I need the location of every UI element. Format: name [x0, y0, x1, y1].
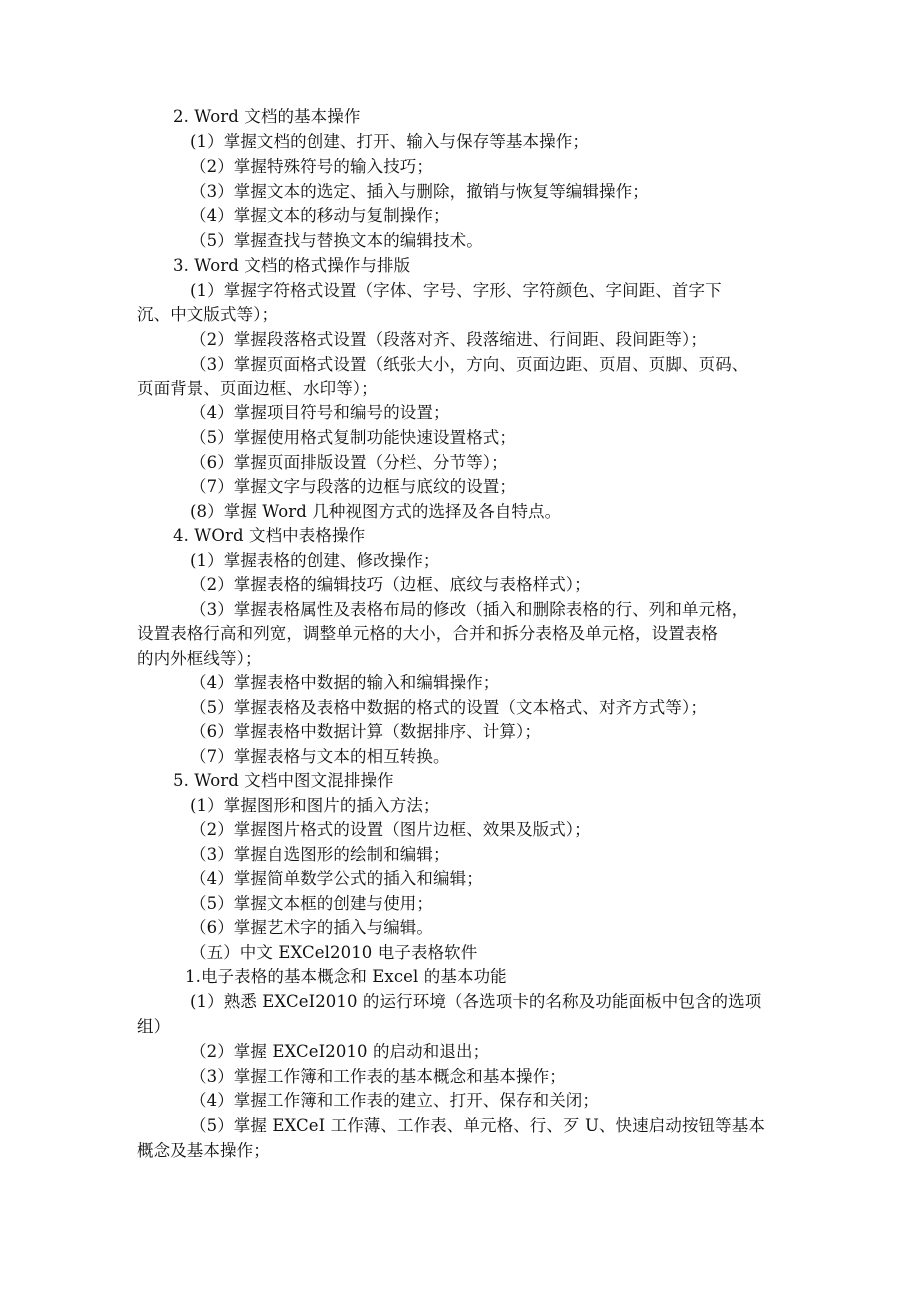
- list-item: (1）掌握字符格式设置（字体、字号、字形、字符颜色、字间距、首字下: [190, 281, 722, 300]
- list-item-continuation: 设置表格行高和列宽，调整单元格的大小，合并和拆分表格及单元格，设置表格: [137, 624, 718, 643]
- list-item-continuation: 的内外框线等）；: [137, 649, 262, 668]
- list-item: （7）掌握文字与段落的边框与底纹的设置；: [190, 477, 516, 496]
- list-item: （2）掌握 EXCeI2010 的启动和退出；: [190, 1042, 490, 1061]
- list-item: （5）掌握表格及表格中数据的格式的设置（文本格式、对齐方式等）；: [190, 698, 707, 717]
- section-heading: 1.电子表格的基本概念和 Excel 的基本功能: [185, 967, 507, 986]
- list-item-continuation: 页面背景、页面边框、水印等）；: [137, 379, 378, 398]
- list-item: （4）掌握文本的移动与复制操作；: [190, 206, 450, 225]
- list-item: （6）掌握艺术字的插入与编辑。: [190, 918, 433, 937]
- list-item: （2）掌握段落格式设置（段落对齐、段落缩进、行间距、段间距等）；: [190, 330, 707, 349]
- list-item: (1）掌握文档的创建、打开、输入与保存等基本操作；: [190, 132, 589, 151]
- list-item-continuation: 概念及基本操作；: [137, 1141, 270, 1160]
- list-item-continuation: 组）: [137, 1017, 171, 1036]
- section-heading: 3. Word 文档的格式操作与排版: [173, 256, 411, 275]
- list-item-continuation: 沉、中文版式等）；: [137, 305, 279, 324]
- list-item: （5）掌握文本框的创建与使用；: [190, 894, 433, 913]
- chapter-heading: （五）中文 EXCel2010 电子表格软件: [190, 943, 478, 962]
- list-item: （4）掌握简单数学公式的插入和编辑；: [190, 869, 483, 888]
- list-item: （4）掌握工作簿和工作表的建立、打开、保存和关闭；: [190, 1091, 599, 1110]
- list-item: （3）掌握表格属性及表格布局的修改（插入和删除表格的行、列和单元格，: [190, 600, 749, 619]
- list-item: （7）掌握表格与文本的相互转换。: [190, 747, 450, 766]
- list-item: (1）掌握图形和图片的插入方法；: [190, 796, 440, 815]
- list-item: （5）掌握查找与替换文本的编辑技术。: [190, 231, 483, 250]
- list-item: （3）掌握工作簿和工作表的基本概念和基本操作；: [190, 1067, 566, 1086]
- list-item: （5）掌握 EXCeI 工作薄、工作表、单元格、行、歹 U、快速启动按钮等基本: [190, 1116, 765, 1135]
- list-item: （5）掌握使用格式复制功能快速设置格式；: [190, 428, 516, 447]
- list-item: (1）掌握表格的创建、修改操作；: [190, 551, 440, 570]
- section-heading: 2. Word 文档的基本操作: [173, 107, 361, 126]
- list-item: （3）掌握页面格式设置（纸张大小，方向、页面边距、页眉、页脚、页码、: [190, 355, 749, 374]
- list-item: （2）掌握图片格式的设置（图片边框、效果及版式）；: [190, 820, 591, 839]
- list-item: （6）掌握页面排版设置（分栏、分节等）；: [190, 453, 508, 472]
- list-item: （4）掌握项目符号和编号的设置；: [190, 403, 450, 422]
- list-item: （4）掌握表格中数据的输入和编辑操作；: [190, 673, 500, 692]
- list-item: （3）掌握文本的选定、插入与删除，撤销与恢复等编辑操作；: [190, 182, 649, 201]
- list-item: （2）掌握表格的编辑技巧（边框、底纹与表格样式）；: [190, 575, 591, 594]
- section-heading: 5. Word 文档中图文混排操作: [173, 771, 394, 790]
- list-item: （2）掌握特殊符号的输入技巧；: [190, 157, 433, 176]
- section-heading: 4. WOrd 文档中表格操作: [173, 526, 366, 545]
- list-item: （3）掌握自选图形的绘制和编辑；: [190, 845, 450, 864]
- list-item: (1）熟悉 EXCeI2010 的运行环境（各选项卡的名称及功能面板中包含的选项: [190, 992, 762, 1011]
- list-item: (8）掌握 Word 几种视图方式的选择及各自特点。: [190, 502, 562, 521]
- list-item: （6）掌握表格中数据计算（数据排序、计算）；: [190, 722, 541, 741]
